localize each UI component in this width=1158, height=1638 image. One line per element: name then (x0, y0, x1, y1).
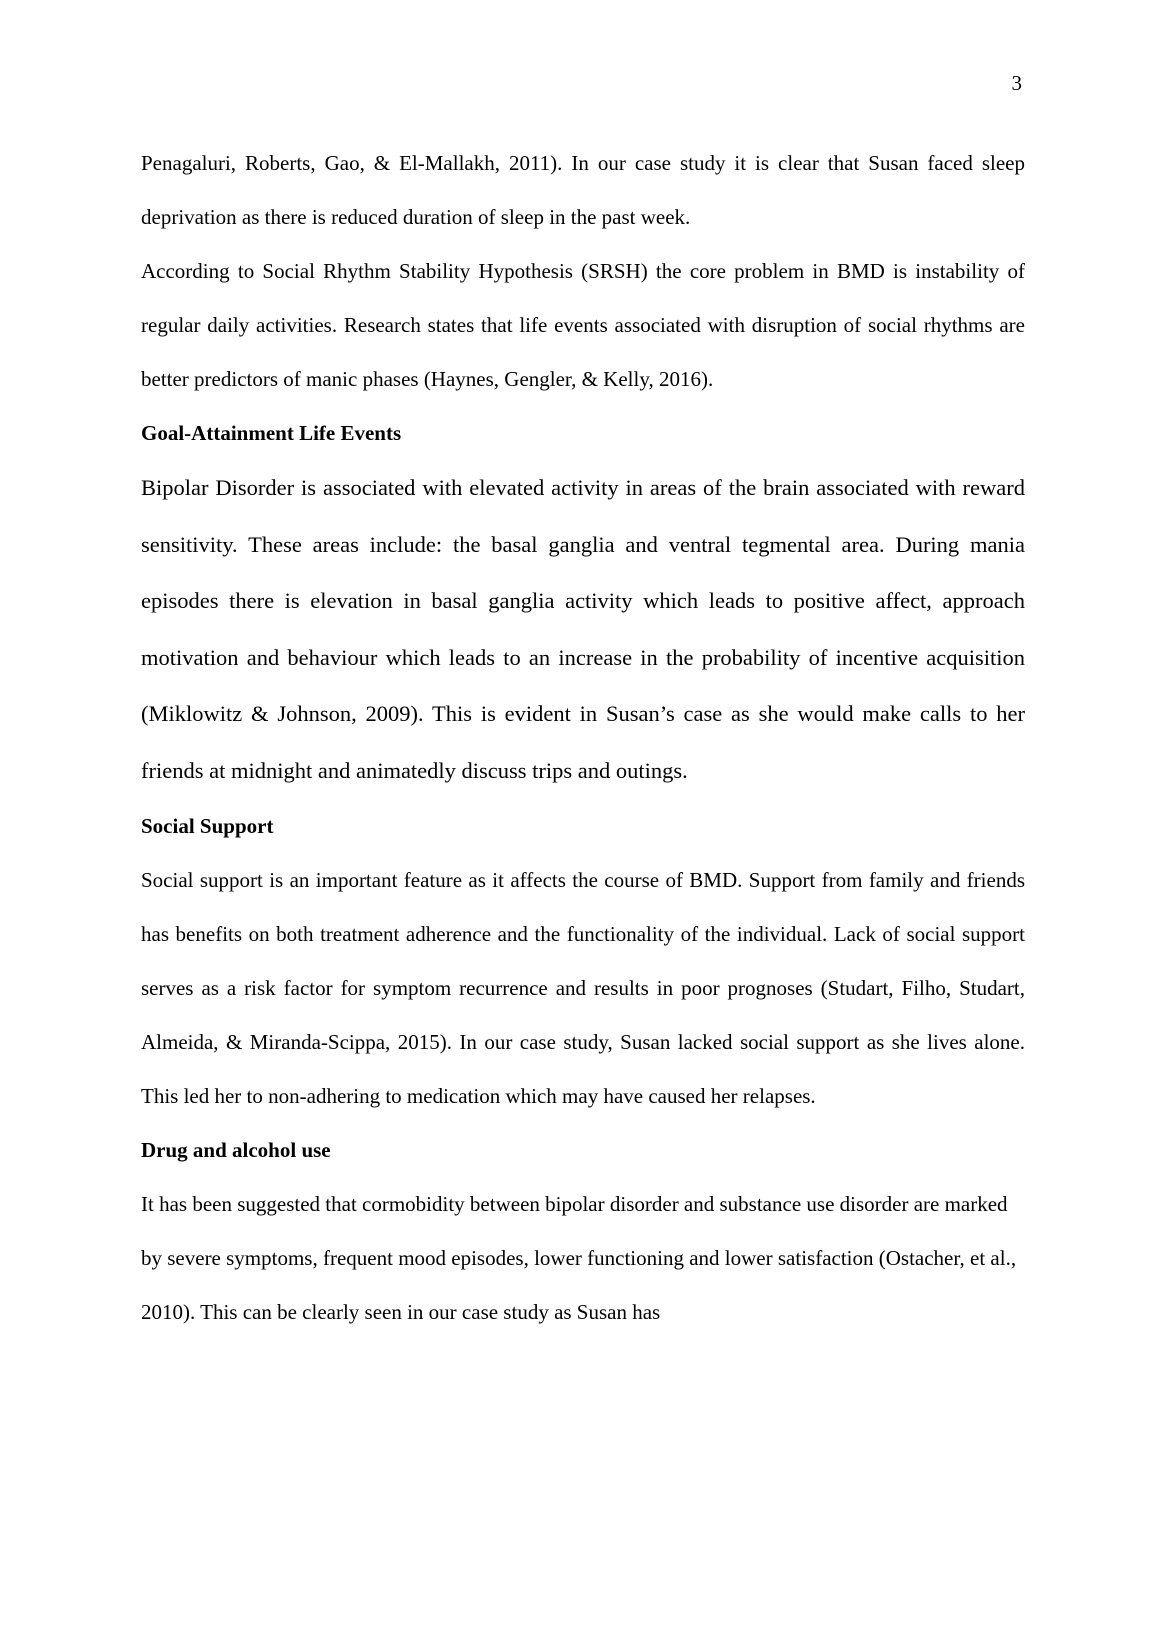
paragraph-drug-alcohol: It has been suggested that cormobidity between bipolar disorder and substance use disorder are marked by severe symptoms, frequent mood episodes, lower functioning and lower satisfaction (Ostacher, et al., 2010). This can be clearly seen in our case study as Susan has (141, 1192, 1017, 1324)
document-body (141, 136, 1025, 1339)
paragraph-sleep-deprivation: Penagaluri, Roberts, Gao, & El-Mallakh, 2011). In our case study it is clear that Susan faced sleep deprivation as there is reduced duration of sleep in the past week. (141, 151, 1025, 229)
heading-goal-attainment: Goal-Attainment Life Events (141, 421, 402, 445)
heading-social-support: Social Support (141, 814, 274, 838)
heading-drug-alcohol: Drug and alcohol use (141, 1138, 331, 1162)
page-number: 3 (1011, 71, 1022, 95)
paragraph-srsh: According to Social Rhythm Stability Hypothesis (SRSH) the core problem in BMD is instability of regular daily activities. Research states that life events associated with disruption of social rhythms are better predictors of manic phases (Haynes, Gengler, & Kelly, 2016). (141, 259, 1025, 391)
paragraph-social-support: Social support is an important feature as it affects the course of BMD. Support from family and friends has benefits on both treatment adherence and the functionality of the individual. Lack of social support serves as a risk factor for symptom recurrence and results in poor prognoses (Studart, Filho, Studart, Almeida, & Miranda-Scippa, 2015). In our case study, Susan lacked social support as she lives alone. This led her to non-adhering to medication which may have caused her relapses. (141, 868, 1025, 1108)
paragraph-goal-attainment: Bipolar Disorder is associated with elevated activity in areas of the brain associated with reward sensitivity. These areas include: the basal ganglia and ventral tegmental area. During mania episodes there is elevation in basal ganglia activity which leads to positive affect, approach motivation and behaviour which leads to an increase in the probability of incentive acquisition (Miklowitz & Johnson, 2009). This is evident in Susan’s case as she would make calls to her friends at midnight and animatedly discuss trips and outings. (141, 475, 1025, 783)
